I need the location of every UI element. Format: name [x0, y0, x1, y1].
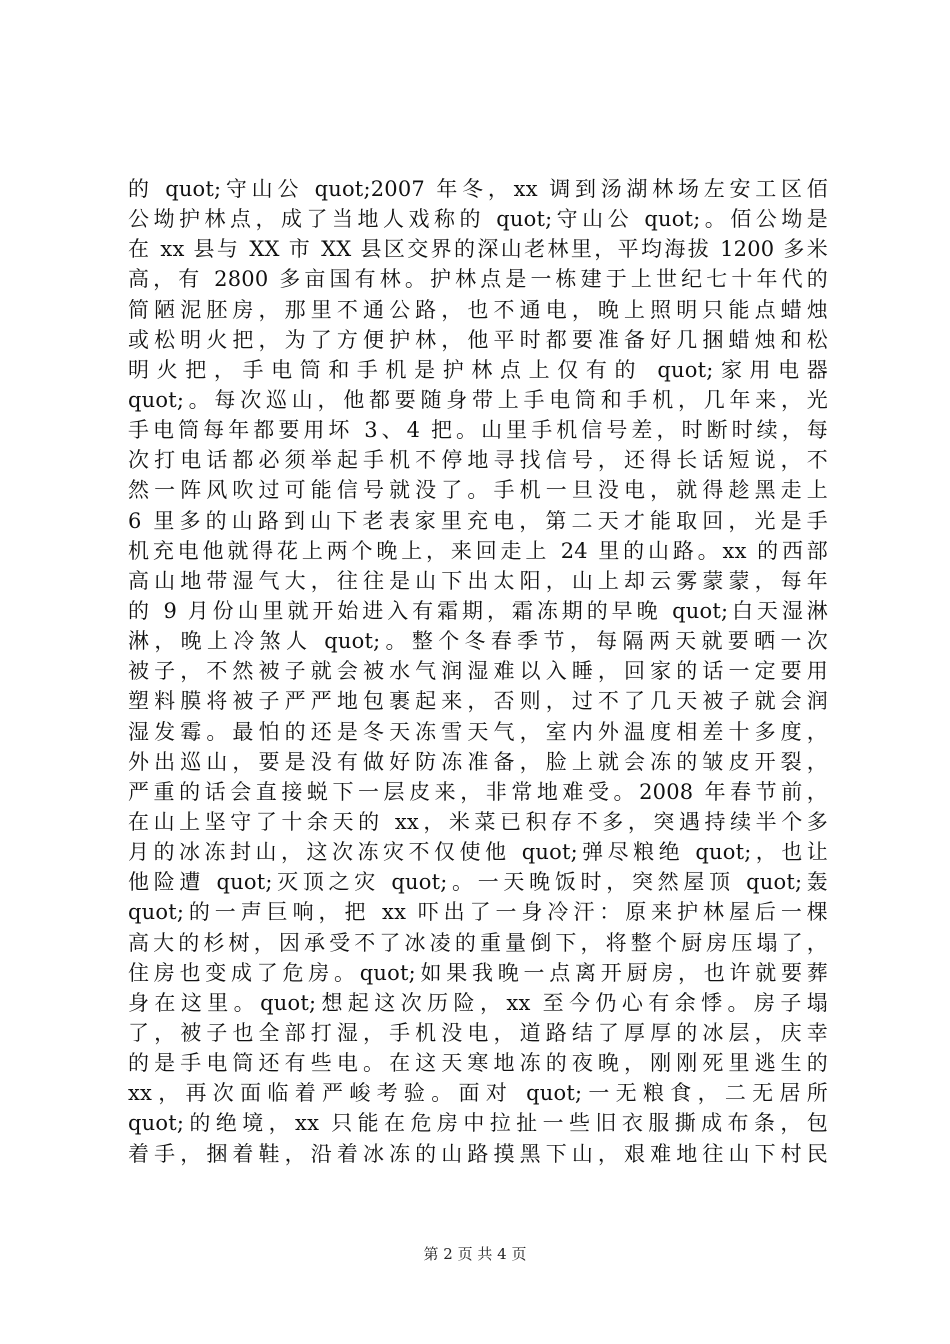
- text-line: quot;的一声巨响，把 xx 吓出了一身冷汗：原来护林屋后一棵: [128, 900, 828, 925]
- text-line: 明火把，手电筒和手机是护林点上仅有的 quot;家用电器: [128, 357, 828, 382]
- text-line: xx，再次面临着严峻考验。面对 quot;一无粮食，二无居所: [128, 1081, 828, 1106]
- text-line: 高大的杉树，因承受不了冰凌的重量倒下，将整个厨房压塌了，: [128, 930, 828, 955]
- page-footer: [0, 1244, 950, 1264]
- text-line: 高山地带湿气大，往往是山下出太阳，山上却云雾蒙蒙，每年: [128, 568, 828, 593]
- body-text: [128, 174, 828, 1169]
- text-line: 在山上坚守了十余天的 xx，米菜已积存不多，突遇持续半个多: [128, 809, 828, 834]
- text-line: 月的冰冻封山，这次冻灾不仅使他 quot;弹尽粮绝 quot;，也让: [128, 840, 828, 865]
- text-line: 然一阵风吹过可能信号就没了。手机一旦没电，就得趁黑走上: [128, 478, 828, 503]
- text-line: quot;的绝境，xx 只能在危房中拉扯一些旧衣服撕成布条，包: [128, 1111, 828, 1136]
- text-line: 住房也变成了危房。quot;如果我晚一点离开厨房，也许就要葬: [128, 960, 828, 985]
- text-line: 手电筒每年都要用坏 3、4 把。山里手机信号差，时断时续，每: [128, 418, 828, 443]
- text-line: 在 xx 县与 XX 市 XX 县区交界的深山老林里，平均海拔 1200 多米: [128, 237, 828, 262]
- text-line: 严重的话会直接蜕下一层皮来，非常地难受。2008 年春节前，: [128, 779, 828, 804]
- text-line: 被子，不然被子就会被水气润湿难以入睡，回家的话一定要用: [128, 659, 828, 684]
- text-line: 公坳护林点，成了当地人戏称的 quot;守山公 quot;。佰公坳是: [128, 207, 828, 232]
- text-line: 外出巡山，要是没有做好防冻准备，脸上就会冻的皱皮开裂，: [128, 749, 828, 774]
- text-line: 他险遭 quot;灭顶之灾 quot;。一天晚饭时，突然屋顶 quot;轰: [128, 870, 828, 895]
- text-line: 高，有 2800 多亩国有林。护林点是一栋建于上世纪七十年代的: [128, 267, 828, 292]
- text-line: 或松明火把，为了方便护林，他平时都要准备好几捆蜡烛和松: [128, 327, 828, 352]
- text-line: quot;。每次巡山，他都要随身带上手电筒和手机，几年来，光: [128, 387, 828, 412]
- text-line: 的 9 月份山里就开始进入有霜期，霜冻期的早晚 quot;白天湿淋: [128, 598, 828, 623]
- text-line: 机充电他就得花上两个晚上，来回走上 24 里的山路。xx 的西部: [128, 538, 828, 563]
- text-line: 的 quot;守山公 quot;2007 年冬，xx 调到汤湖林场左安工区佰: [128, 177, 828, 201]
- text-line: 6 里多的山路到山下老表家里充电，第二天才能取回，光是手: [128, 508, 828, 533]
- text-line: 塑料膜将被子严严地包裹起来，否则，过不了几天被子就会润: [128, 689, 828, 714]
- page-number-label: 第 2 页 共 4 页: [423, 1245, 527, 1263]
- text-line: 次打电话都必须举起手机不停地寻找信号，还得长话短说，不: [128, 448, 828, 473]
- text-line: 简陋泥胚房，那里不通公路，也不通电，晚上照明只能点蜡烛: [128, 297, 828, 322]
- text-line: 的是手电筒还有些电。在这天寒地冻的夜晚，刚刚死里逃生的: [128, 1051, 828, 1076]
- text-line: 身在这里。quot;想起这次历险，xx 至今仍心有余悸。房子塌: [128, 990, 828, 1015]
- text-line: 湿发霉。最怕的还是冬天冻雪天气，室内外温度相差十多度，: [128, 719, 828, 744]
- text-line: 了，被子也全部打湿，手机没电，道路结了厚厚的冰层，庆幸: [128, 1020, 828, 1045]
- text-line: 淋，晚上冷煞人 quot;。整个冬春季节，每隔两天就要晒一次: [128, 629, 828, 654]
- text-line: 着手，捆着鞋，沿着冰冻的山路摸黑下山，艰难地往山下村民: [128, 1141, 828, 1166]
